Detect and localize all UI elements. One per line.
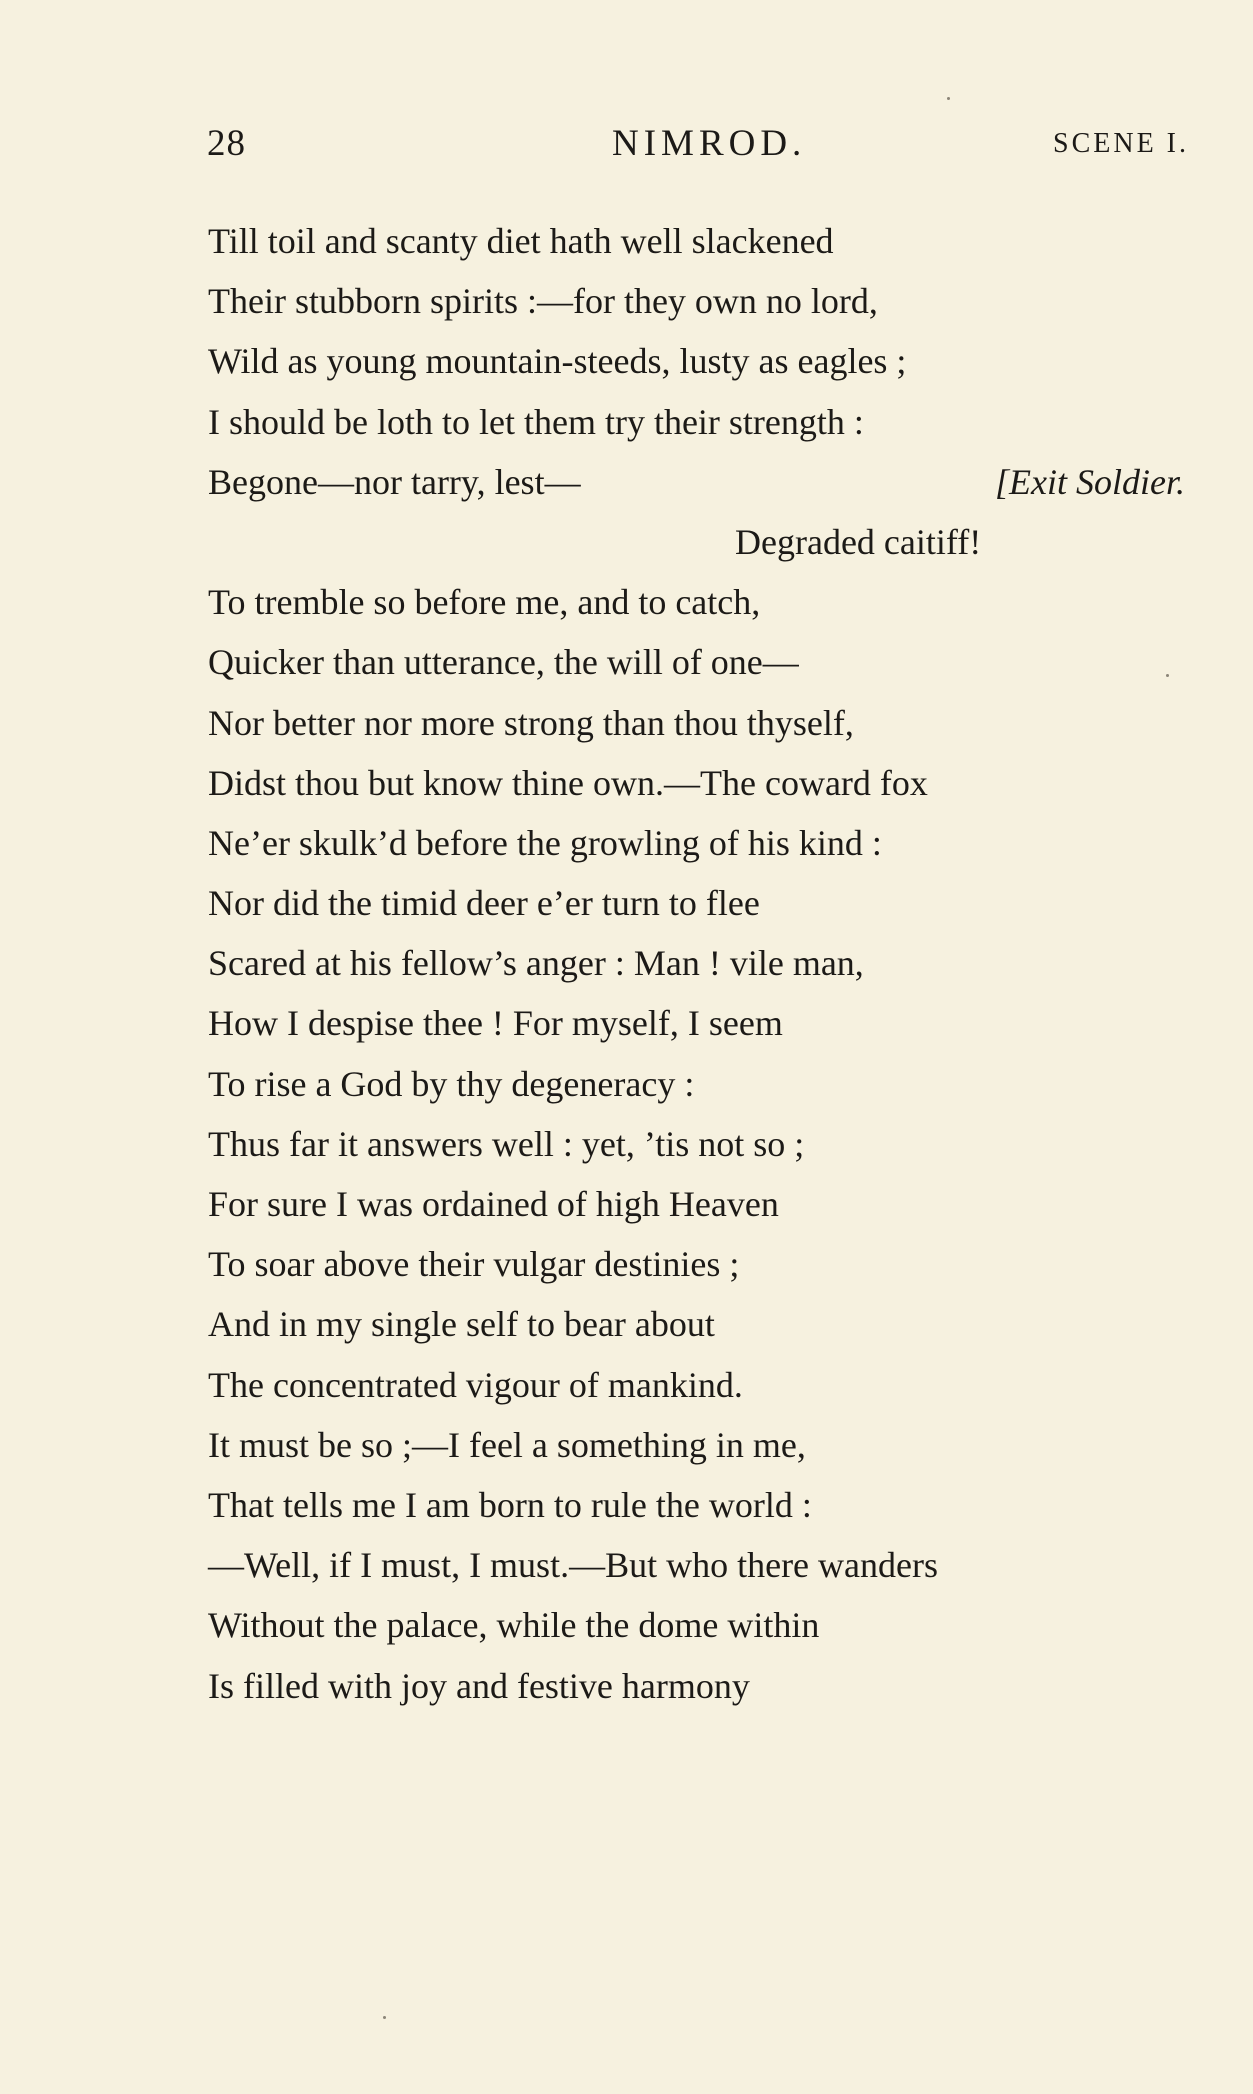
verse-block <box>208 211 1208 1716</box>
verse-line: Is filled with joy and festive harmony <box>208 1665 750 1706</box>
verse-line: Scared at his fellow’s anger : Man ! vile man, <box>208 943 864 984</box>
verse-line: Thus far it answers well : yet, ’tis not so ; <box>208 1123 805 1164</box>
verse-line: Quicker than utterance, the will of one— <box>208 642 799 683</box>
verse-line: The concentrated vigour of mankind. <box>208 1364 743 1405</box>
verse-line: —Well, if I must, I must.—But who there wanders <box>208 1545 938 1586</box>
verse-line: For sure I was ordained of high Heaven <box>208 1184 779 1224</box>
verse-line: Wild as young mountain-steeds, lusty as eagles ; <box>208 341 907 382</box>
page-number: 28 <box>207 123 246 164</box>
verse-line: Their stubborn spirits :—for they own no lord, <box>208 281 878 322</box>
verse-line: Degraded caitiff! <box>735 521 982 562</box>
verse-line: Nor did the timid deer e’er turn to flee <box>208 883 760 924</box>
verse-line: To rise a God by thy degeneracy : <box>208 1063 695 1104</box>
page-header <box>0 122 1253 170</box>
verse-line: And in my single self to bear about <box>208 1304 715 1345</box>
verse-line <box>208 452 1208 512</box>
running-title: NIMROD. <box>612 123 807 164</box>
scene-label: SCENE I. <box>1053 128 1189 159</box>
verse-line: Without the palace, while the dome within <box>208 1605 820 1646</box>
stage-direction: [Exit Soldier. <box>995 461 1185 502</box>
verse-line: It must be so ;—I feel a something in me, <box>208 1424 806 1465</box>
paper-speck <box>1166 674 1169 677</box>
verse-line: I should be loth to let them try their strength : <box>208 401 864 442</box>
verse-line: To tremble so before me, and to catch, <box>208 582 761 623</box>
verse-line: Nor better nor more strong than thou thyself, <box>208 702 854 743</box>
verse-line: Didst thou but know thine own.—The coward fox <box>208 762 928 803</box>
paper-speck <box>947 97 950 100</box>
verse-line-text: Begone—nor tarry, lest— <box>208 461 581 502</box>
paper-speck <box>383 2016 386 2019</box>
verse-line: Ne’er skulk’d before the growling of his kind : <box>208 822 882 863</box>
verse-line: Till toil and scanty diet hath well slackened <box>208 221 834 261</box>
verse-line: How I despise thee ! For myself, I seem <box>208 1003 783 1044</box>
verse-line: That tells me I am born to rule the world : <box>208 1484 812 1525</box>
verse-line: To soar above their vulgar destinies ; <box>208 1244 740 1285</box>
